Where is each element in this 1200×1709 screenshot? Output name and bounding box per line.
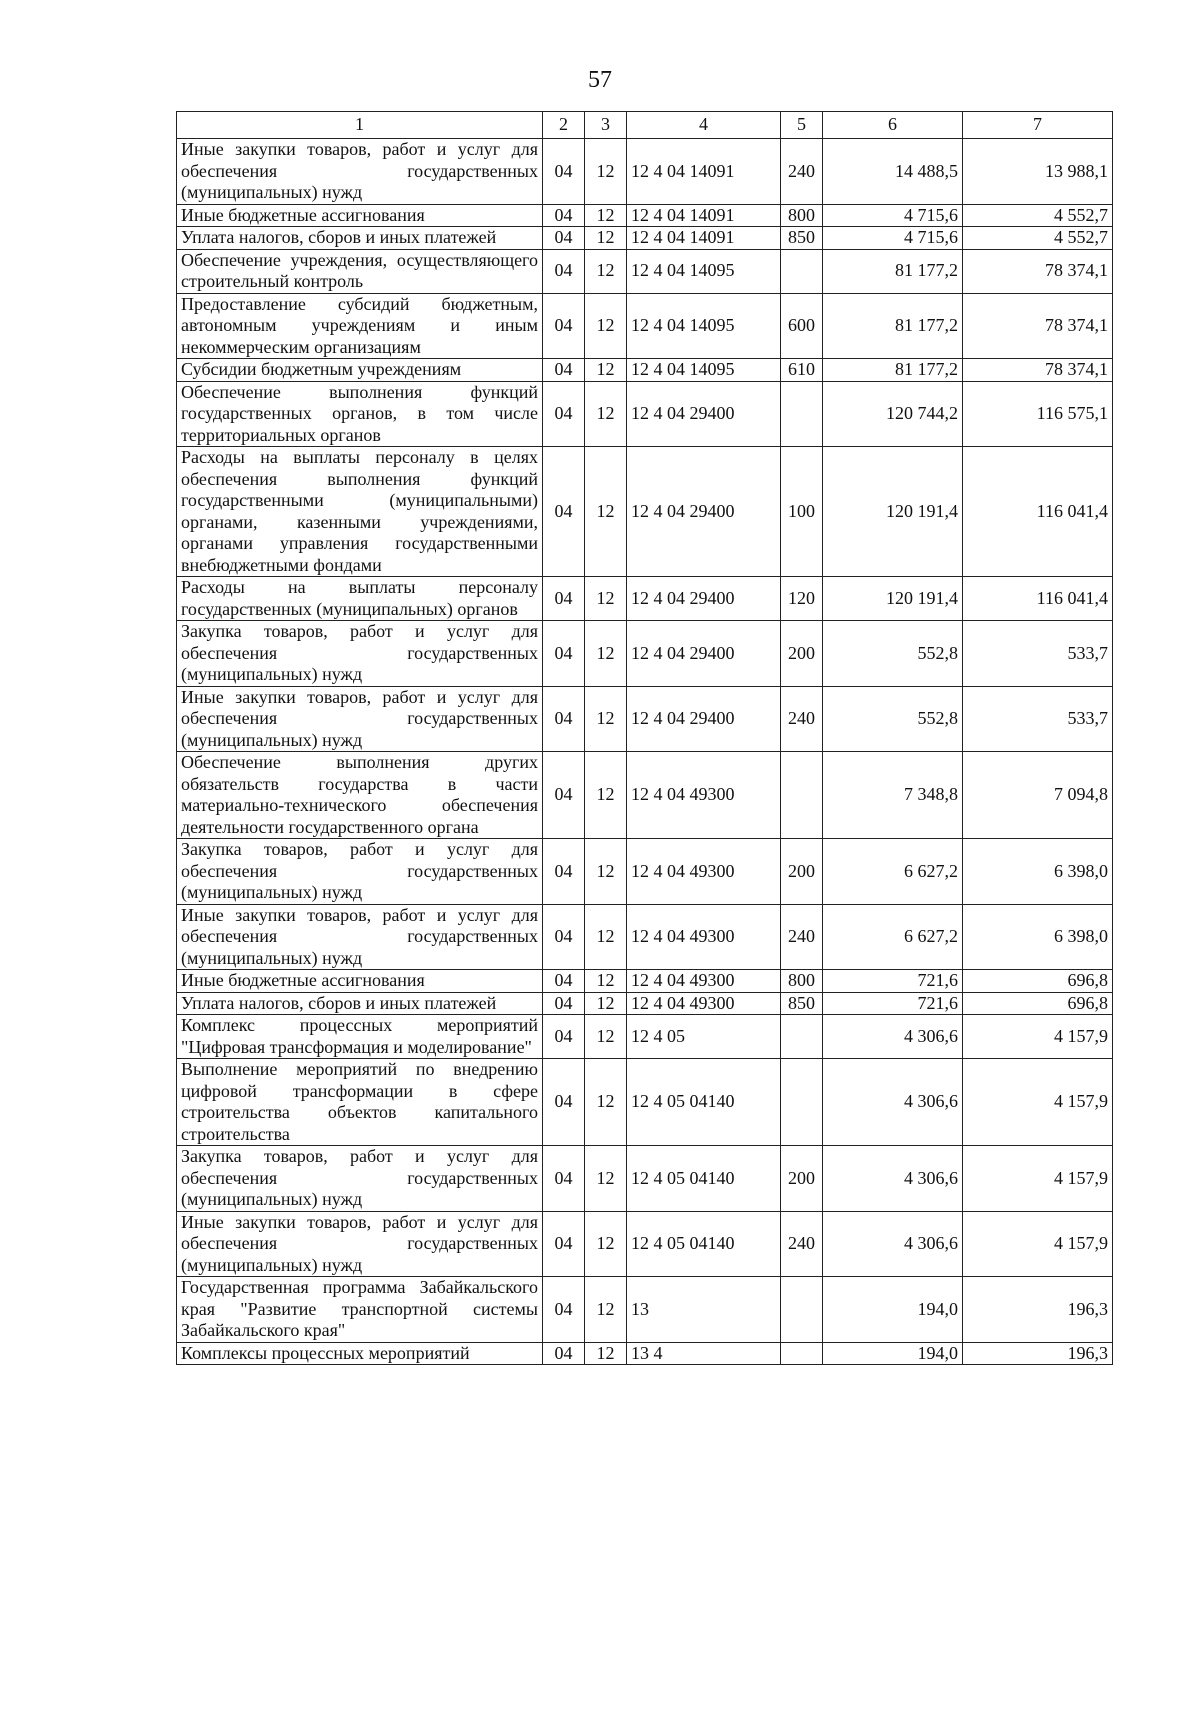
cell-expense-type: 800 [781, 970, 823, 993]
cell-subsection: 12 [585, 227, 627, 250]
cell-expense-type: 120 [781, 577, 823, 621]
cell-name: Комплекс процессных мероприятий "Цифровая трансформация и моделирование" [177, 1015, 543, 1059]
table-row [177, 839, 1113, 905]
cell-target-article: 12 4 04 29400 [627, 447, 781, 577]
cell-expense-type: 240 [781, 1211, 823, 1277]
cell-amount-year-1: 4 306,6 [823, 1015, 963, 1059]
cell-name: Уплата налогов, сборов и иных платежей [177, 992, 543, 1015]
cell-target-article: 12 4 04 49300 [627, 992, 781, 1015]
cell-section: 04 [543, 1342, 585, 1365]
cell-name: Комплексы процессных мероприятий [177, 1342, 543, 1365]
cell-name: Иные закупки товаров, работ и услуг для обеспечения государственных (муниципальных) нужд [177, 904, 543, 970]
cell-section: 04 [543, 621, 585, 687]
cell-amount-year-2: 196,3 [963, 1342, 1113, 1365]
header-col-1: 1 [177, 112, 543, 139]
cell-section: 04 [543, 970, 585, 993]
cell-amount-year-1: 4 306,6 [823, 1059, 963, 1146]
table-row [177, 752, 1113, 839]
cell-amount-year-2: 6 398,0 [963, 839, 1113, 905]
cell-target-article: 12 4 05 04140 [627, 1059, 781, 1146]
table-body [177, 139, 1113, 1365]
cell-subsection: 12 [585, 359, 627, 382]
cell-target-article: 13 [627, 1277, 781, 1343]
cell-expense-type [781, 381, 823, 447]
cell-expense-type: 200 [781, 839, 823, 905]
cell-section: 04 [543, 839, 585, 905]
cell-target-article: 12 4 04 14095 [627, 359, 781, 382]
cell-section: 04 [543, 1059, 585, 1146]
cell-amount-year-1: 4 306,6 [823, 1146, 963, 1212]
cell-amount-year-2: 4 157,9 [963, 1146, 1113, 1212]
cell-name: Государственная программа Забайкальского края "Развитие транспортной системы Забайкальского края" [177, 1277, 543, 1343]
table-row [177, 447, 1113, 577]
cell-subsection: 12 [585, 577, 627, 621]
cell-amount-year-2: 4 552,7 [963, 227, 1113, 250]
header-col-4: 4 [627, 112, 781, 139]
cell-subsection: 12 [585, 204, 627, 227]
cell-target-article: 12 4 04 14095 [627, 293, 781, 359]
cell-amount-year-2: 116 041,4 [963, 447, 1113, 577]
cell-amount-year-2: 196,3 [963, 1277, 1113, 1343]
table-row [177, 359, 1113, 382]
cell-subsection: 12 [585, 621, 627, 687]
cell-amount-year-1: 81 177,2 [823, 249, 963, 293]
cell-amount-year-1: 4 715,6 [823, 227, 963, 250]
cell-target-article: 12 4 04 14091 [627, 227, 781, 250]
cell-target-article: 12 4 04 49300 [627, 970, 781, 993]
cell-subsection: 12 [585, 1342, 627, 1365]
table-row [177, 1015, 1113, 1059]
cell-name: Иные бюджетные ассигнования [177, 204, 543, 227]
cell-expense-type [781, 249, 823, 293]
cell-amount-year-2: 116 041,4 [963, 577, 1113, 621]
cell-expense-type [781, 1277, 823, 1343]
cell-target-article: 12 4 04 29400 [627, 621, 781, 687]
cell-target-article: 12 4 05 [627, 1015, 781, 1059]
cell-amount-year-2: 696,8 [963, 970, 1113, 993]
header-col-2: 2 [543, 112, 585, 139]
cell-amount-year-2: 13 988,1 [963, 139, 1113, 205]
cell-expense-type: 800 [781, 204, 823, 227]
cell-target-article: 12 4 04 14091 [627, 204, 781, 227]
cell-name: Обеспечение выполнения функций государственных органов, в том числе территориальных органов [177, 381, 543, 447]
cell-amount-year-2: 78 374,1 [963, 359, 1113, 382]
cell-section: 04 [543, 752, 585, 839]
cell-section: 04 [543, 249, 585, 293]
cell-amount-year-2: 78 374,1 [963, 249, 1113, 293]
header-col-3: 3 [585, 112, 627, 139]
table-row [177, 381, 1113, 447]
cell-expense-type: 240 [781, 686, 823, 752]
cell-name: Обеспечение учреждения, осуществляющего строительный контроль [177, 249, 543, 293]
cell-subsection: 12 [585, 752, 627, 839]
cell-amount-year-2: 4 552,7 [963, 204, 1113, 227]
cell-section: 04 [543, 293, 585, 359]
cell-name: Иные закупки товаров, работ и услуг для обеспечения государственных (муниципальных) нужд [177, 686, 543, 752]
table-row [177, 249, 1113, 293]
table-row [177, 686, 1113, 752]
cell-subsection: 12 [585, 447, 627, 577]
cell-subsection: 12 [585, 381, 627, 447]
cell-section: 04 [543, 1146, 585, 1212]
table-row [177, 1146, 1113, 1212]
header-row [177, 112, 1113, 139]
cell-amount-year-2: 533,7 [963, 621, 1113, 687]
cell-amount-year-1: 120 744,2 [823, 381, 963, 447]
table-row [177, 621, 1113, 687]
table-row [177, 139, 1113, 205]
cell-amount-year-1: 4 715,6 [823, 204, 963, 227]
cell-name: Субсидии бюджетным учреждениям [177, 359, 543, 382]
cell-amount-year-2: 4 157,9 [963, 1059, 1113, 1146]
cell-amount-year-2: 116 575,1 [963, 381, 1113, 447]
cell-name: Закупка товаров, работ и услуг для обеспечения государственных (муниципальных) нужд [177, 1146, 543, 1212]
cell-section: 04 [543, 1211, 585, 1277]
cell-amount-year-1: 120 191,4 [823, 447, 963, 577]
cell-subsection: 12 [585, 839, 627, 905]
cell-target-article: 12 4 04 14091 [627, 139, 781, 205]
cell-expense-type [781, 1015, 823, 1059]
cell-amount-year-1: 6 627,2 [823, 904, 963, 970]
cell-target-article: 12 4 04 29400 [627, 577, 781, 621]
cell-amount-year-1: 7 348,8 [823, 752, 963, 839]
table-row [177, 227, 1113, 250]
cell-name: Предоставление субсидий бюджетным, автономным учреждениям и иным некоммерческим организациям [177, 293, 543, 359]
table-row [177, 293, 1113, 359]
cell-amount-year-1: 721,6 [823, 992, 963, 1015]
cell-section: 04 [543, 577, 585, 621]
cell-section: 04 [543, 204, 585, 227]
cell-amount-year-2: 696,8 [963, 992, 1113, 1015]
page-number: 57 [588, 67, 612, 93]
cell-name: Закупка товаров, работ и услуг для обеспечения государственных (муниципальных) нужд [177, 839, 543, 905]
cell-section: 04 [543, 359, 585, 382]
cell-expense-type: 200 [781, 1146, 823, 1212]
cell-subsection: 12 [585, 686, 627, 752]
cell-amount-year-1: 14 488,5 [823, 139, 963, 205]
header-col-5: 5 [781, 112, 823, 139]
header-col-6: 6 [823, 112, 963, 139]
cell-amount-year-2: 6 398,0 [963, 904, 1113, 970]
cell-expense-type: 610 [781, 359, 823, 382]
cell-section: 04 [543, 227, 585, 250]
cell-subsection: 12 [585, 1211, 627, 1277]
cell-expense-type: 100 [781, 447, 823, 577]
cell-target-article: 12 4 04 49300 [627, 839, 781, 905]
cell-amount-year-2: 533,7 [963, 686, 1113, 752]
cell-amount-year-2: 4 157,9 [963, 1015, 1113, 1059]
cell-amount-year-1: 552,8 [823, 621, 963, 687]
table-row [177, 204, 1113, 227]
cell-subsection: 12 [585, 1146, 627, 1212]
cell-expense-type: 600 [781, 293, 823, 359]
table-row [177, 1059, 1113, 1146]
cell-section: 04 [543, 904, 585, 970]
cell-name: Расходы на выплаты персоналу в целях обеспечения выполнения функций государственными (муниципальными) органами, казенными учреждениями, органами управления государственными внебюджетными фондами [177, 447, 543, 577]
cell-section: 04 [543, 139, 585, 205]
cell-expense-type: 850 [781, 992, 823, 1015]
table-row [177, 1211, 1113, 1277]
cell-amount-year-1: 194,0 [823, 1277, 963, 1343]
cell-amount-year-2: 7 094,8 [963, 752, 1113, 839]
cell-target-article: 12 4 04 29400 [627, 381, 781, 447]
cell-amount-year-1: 120 191,4 [823, 577, 963, 621]
cell-expense-type: 240 [781, 139, 823, 205]
cell-expense-type: 240 [781, 904, 823, 970]
cell-name: Обеспечение выполнения других обязательств государства в части материально-технического обеспечения деятельности государственного органа [177, 752, 543, 839]
cell-amount-year-1: 194,0 [823, 1342, 963, 1365]
cell-name: Расходы на выплаты персоналу государственных (муниципальных) органов [177, 577, 543, 621]
cell-name: Уплата налогов, сборов и иных платежей [177, 227, 543, 250]
cell-amount-year-1: 552,8 [823, 686, 963, 752]
cell-subsection: 12 [585, 970, 627, 993]
cell-section: 04 [543, 686, 585, 752]
cell-subsection: 12 [585, 1059, 627, 1146]
cell-expense-type [781, 752, 823, 839]
cell-amount-year-1: 6 627,2 [823, 839, 963, 905]
cell-section: 04 [543, 1015, 585, 1059]
cell-section: 04 [543, 992, 585, 1015]
cell-subsection: 12 [585, 1277, 627, 1343]
table-row [177, 992, 1113, 1015]
cell-expense-type [781, 1342, 823, 1365]
table-row [177, 1277, 1113, 1343]
cell-target-article: 12 4 05 04140 [627, 1146, 781, 1212]
cell-expense-type [781, 1059, 823, 1146]
cell-subsection: 12 [585, 904, 627, 970]
cell-target-article: 12 4 04 49300 [627, 752, 781, 839]
cell-section: 04 [543, 1277, 585, 1343]
cell-expense-type: 200 [781, 621, 823, 687]
cell-subsection: 12 [585, 293, 627, 359]
cell-target-article: 12 4 04 49300 [627, 904, 781, 970]
cell-section: 04 [543, 447, 585, 577]
header-col-7: 7 [963, 112, 1113, 139]
cell-name: Иные закупки товаров, работ и услуг для обеспечения государственных (муниципальных) нужд [177, 139, 543, 205]
cell-target-article: 12 4 04 29400 [627, 686, 781, 752]
cell-expense-type: 850 [781, 227, 823, 250]
cell-section: 04 [543, 381, 585, 447]
cell-amount-year-1: 721,6 [823, 970, 963, 993]
cell-subsection: 12 [585, 1015, 627, 1059]
cell-amount-year-1: 81 177,2 [823, 293, 963, 359]
cell-name: Иные бюджетные ассигнования [177, 970, 543, 993]
cell-amount-year-2: 78 374,1 [963, 293, 1113, 359]
cell-target-article: 12 4 04 14095 [627, 249, 781, 293]
cell-amount-year-1: 4 306,6 [823, 1211, 963, 1277]
cell-amount-year-1: 81 177,2 [823, 359, 963, 382]
cell-subsection: 12 [585, 139, 627, 205]
table-row [177, 970, 1113, 993]
table-row [177, 904, 1113, 970]
cell-subsection: 12 [585, 992, 627, 1015]
table-row [177, 577, 1113, 621]
cell-target-article: 13 4 [627, 1342, 781, 1365]
cell-name: Закупка товаров, работ и услуг для обеспечения государственных (муниципальных) нужд [177, 621, 543, 687]
cell-target-article: 12 4 05 04140 [627, 1211, 781, 1277]
cell-name: Выполнение мероприятий по внедрению цифровой трансформации в сфере строительства объектов капитального строительства [177, 1059, 543, 1146]
budget-table [176, 111, 1113, 1365]
cell-amount-year-2: 4 157,9 [963, 1211, 1113, 1277]
table-row [177, 1342, 1113, 1365]
cell-name: Иные закупки товаров, работ и услуг для обеспечения государственных (муниципальных) нужд [177, 1211, 543, 1277]
cell-subsection: 12 [585, 249, 627, 293]
